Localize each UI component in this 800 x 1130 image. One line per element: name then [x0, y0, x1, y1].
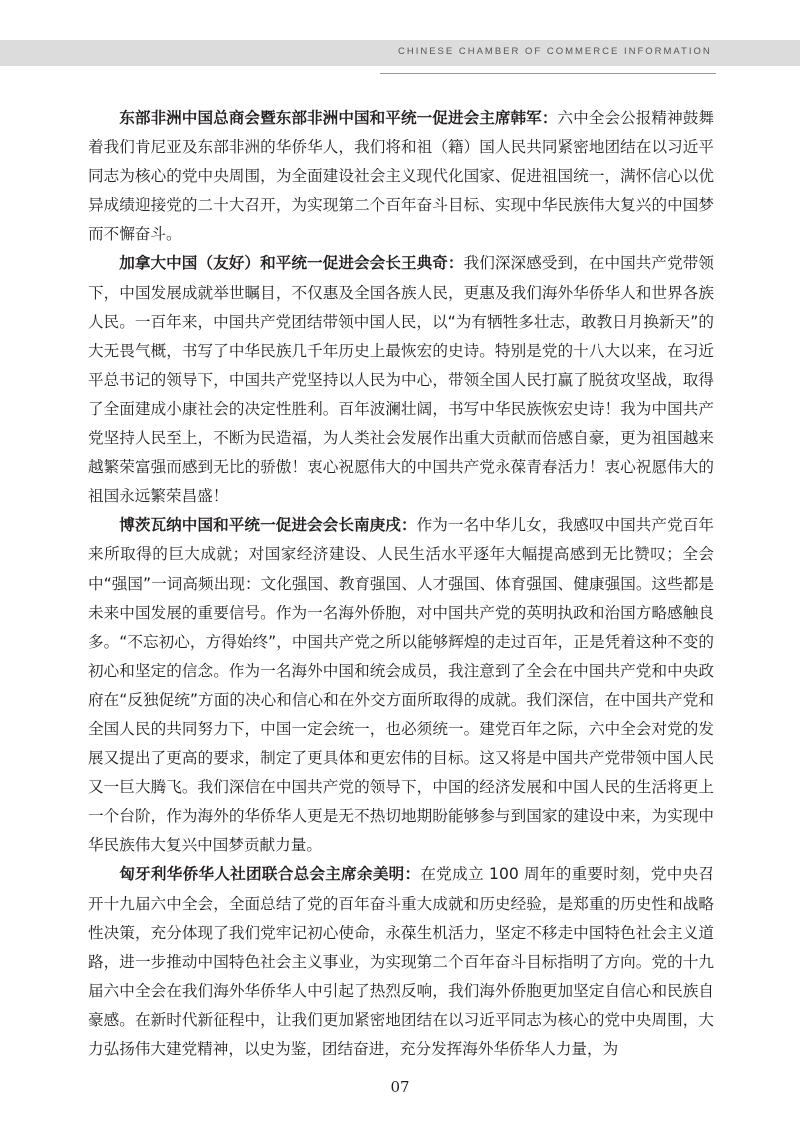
header-rule: [380, 73, 716, 74]
paragraph-text: 六中全会公报精神鼓舞着我们肯尼亚及东部非洲的华侨华人，我们将和祖（籍）国人民共同紧密地团结在以习近平同志为核心的党中央周围，为全面建设社会主义现代化国家、促进祖国统一，满怀信心以优异成绩迎接党的二十大召开，为实现第二个百年奋斗目标、实现中华民族伟大复兴的中国梦而不懈奋斗。: [88, 109, 714, 244]
paragraph-1: [88, 104, 714, 249]
paragraph-text: 在党成立 100 周年的重要时刻，党中央召开十九届六中全会，全面总结了党的百年奋斗重大成就和历史经验，是郑重的历史性和战略性决策，充分体现了我们党牢记初心使命，永葆生机活力，坚定不移走中国特色社会主义道路，进一步推动中国特色社会主义事业，为实现第二个百年奋斗目标指明了方向。党的十九届六中全会在我们海外华侨华人中引起了热烈反响，我们海外侨胞更加坚定自信心和民族自豪感。在新时代新征程中，让我们更加紧密地团结在以习近平同志为核心的党中央周围，大力弘扬伟大建党精神，以史为鉴，团结奋进，充分发挥海外华侨华人力量，为: [88, 865, 714, 1058]
paragraph-3: [88, 511, 714, 860]
speaker-name: 匈牙利华侨华人社团联合总会主席余美明：: [119, 865, 421, 884]
paragraph-text: 作为一名中华儿女，我感叹中国共产党百年来所取得的巨大成就；对国家经济建设、人民生活水平逐年大幅提高感到无比赞叹；全会中“强国”一词高频出现：文化强国、教育强国、人才强国、体育强国、健康强国。这些都是未来中国发展的重要信号。作为一名海外侨胞，对中国共产党的英明执政和治国方略感触良多。“不忘初心，方得始终”，中国共产党之所以能够辉煌的走过百年，正是凭着这种不变的初心和坚定的信念。作为一名海外中国和统会成员，我注意到了全会在中国共产党和中央政府在“反独促统”方面的决心和信心和在外交方面所取得的成就。我们深信，在中国共产党和全国人民的共同努力下，中国一定会统一，也必须统一。建党百年之际，六中全会对党的发展又提出了更高的要求，制定了更具体和更宏伟的目标。这又将是中国共产党带领中国人民又一巨大腾飞。我们深信在中国共产党的领导下，中国的经济发展和中国人民的生活将更上一个台阶，作为海外的华侨华人更是无不热切地期盼能够参与到国家的建设中来，为实现中华民族伟大复兴中国梦贡献力量。: [88, 516, 714, 855]
speaker-name: 东部非洲中国总商会暨东部非洲中国和平统一促进会主席韩军：: [119, 109, 558, 127]
paragraph-text: 我们深深感受到，在中国共产党带领下，中国发展成就举世瞩目，不仅惠及全国各族人民，更惠及我们海外华侨华人和世界各族人民。一百年来，中国共产党团结带领中国人民，以“为有牺牲多壮志，敢教日月换新天”的大无畏气概，书写了中华民族几千年历史上最恢宏的史诗。特别是党的十八大以来，在习近平总书记的领导下，中国共产党坚持以人民为中心，带领全国人民打赢了脱贫攻坚战，取得了全面建成小康社会的决定性胜利。百年波澜壮阔，书写中华民族恢宏史诗！我为中国共产党坚持人民至上，不断为民造福，为人类社会发展作出重大贡献而倍感自豪，更为祖国越来越繁荣富强而感到无比的骄傲！衷心祝愿伟大的中国共产党永葆青春活力！衷心祝愿伟大的祖国永远繁荣昌盛！: [88, 254, 714, 506]
paragraph-4: [88, 860, 714, 1064]
article-body: [88, 104, 714, 1064]
header-title: CHINESE CHAMBER OF COMMERCE INFORMATION: [398, 46, 712, 57]
speaker-name: 博茨瓦纳中国和平统一促进会会长南庚戌：: [119, 516, 417, 535]
paragraph-2: [88, 249, 714, 511]
page-number: 07: [390, 1078, 410, 1096]
speaker-name: 加拿大中国（友好）和平统一促进会会长王典奇：: [119, 254, 464, 273]
